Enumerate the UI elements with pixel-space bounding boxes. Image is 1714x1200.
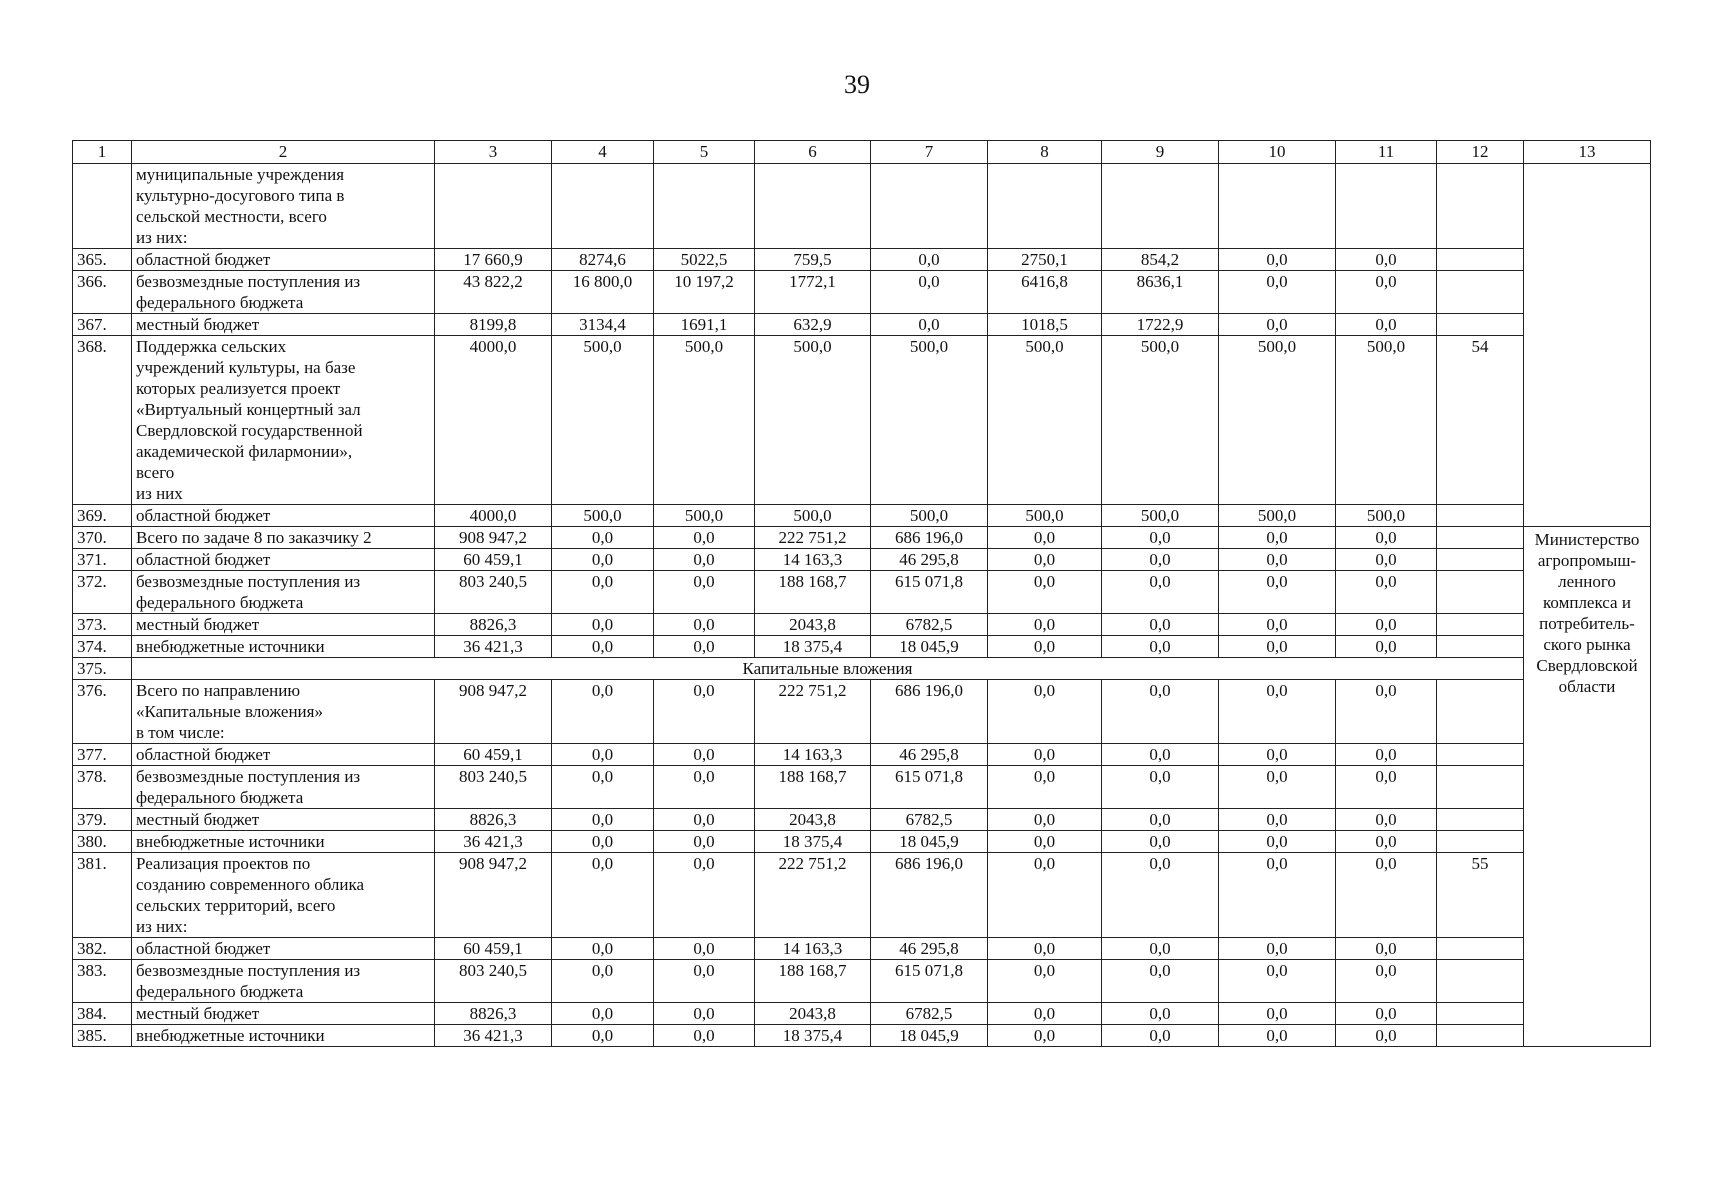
value-cell: 0,0 [552, 636, 654, 658]
value-cell: 500,0 [654, 336, 755, 505]
row-name-cell: областной бюджет [132, 938, 435, 960]
value-cell: 0,0 [1336, 549, 1437, 571]
value-cell: 0,0 [1102, 938, 1219, 960]
value-cell: 0,0 [654, 1003, 755, 1025]
value-cell: 8636,1 [1102, 271, 1219, 314]
value-cell: 0,0 [1102, 527, 1219, 549]
value-cell: 2750,1 [988, 249, 1102, 271]
value-cell: 0,0 [1219, 960, 1336, 1003]
value-cell: 908 947,2 [435, 680, 552, 744]
value-cell: 0,0 [654, 809, 755, 831]
indicator-number-cell [1437, 527, 1524, 549]
row-name-cell: местный бюджет [132, 614, 435, 636]
table-row [73, 527, 1651, 549]
value-cell: 0,0 [1102, 1003, 1219, 1025]
value-cell: 0,0 [1102, 960, 1219, 1003]
value-cell: 500,0 [1102, 505, 1219, 527]
value-cell: 6416,8 [988, 271, 1102, 314]
value-cell: 8826,3 [435, 614, 552, 636]
row-number-cell: 377. [73, 744, 132, 766]
value-cell: 6782,5 [871, 809, 988, 831]
value-cell: 0,0 [552, 1003, 654, 1025]
row-name-cell: Реализация проектов по созданию современного облика сельских территорий, всего из них: [132, 853, 435, 938]
responsible-cell-empty [1524, 164, 1651, 527]
table-row [73, 1025, 1651, 1047]
value-cell: 60 459,1 [435, 938, 552, 960]
value-cell: 908 947,2 [435, 853, 552, 938]
value-cell: 0,0 [654, 549, 755, 571]
row-number-cell: 365. [73, 249, 132, 271]
value-cell [552, 164, 654, 249]
value-cell: 0,0 [871, 249, 988, 271]
value-cell: 0,0 [1336, 527, 1437, 549]
row-number-cell: 380. [73, 831, 132, 853]
value-cell [1219, 164, 1336, 249]
value-cell: 0,0 [1219, 249, 1336, 271]
value-cell: 8826,3 [435, 809, 552, 831]
table-row [73, 271, 1651, 314]
table-row [73, 853, 1651, 938]
value-cell: 500,0 [988, 505, 1102, 527]
value-cell: 0,0 [1336, 853, 1437, 938]
value-cell: 18 375,4 [755, 636, 871, 658]
indicator-number-cell [1437, 960, 1524, 1003]
value-cell: 0,0 [988, 680, 1102, 744]
value-cell: 0,0 [1336, 744, 1437, 766]
value-cell: 0,0 [1219, 831, 1336, 853]
value-cell: 0,0 [1219, 766, 1336, 809]
value-cell: 18 375,4 [755, 831, 871, 853]
value-cell: 1691,1 [654, 314, 755, 336]
value-cell: 0,0 [1102, 636, 1219, 658]
row-name-cell: местный бюджет [132, 809, 435, 831]
value-cell: 0,0 [1336, 680, 1437, 744]
value-cell: 0,0 [654, 571, 755, 614]
value-cell: 803 240,5 [435, 766, 552, 809]
value-cell [1102, 164, 1219, 249]
row-name-cell: Всего по направлению «Капитальные вложения» в том числе: [132, 680, 435, 744]
row-name-cell: областной бюджет [132, 744, 435, 766]
value-cell: 3134,4 [552, 314, 654, 336]
value-cell: 18 045,9 [871, 1025, 988, 1047]
table-row [73, 831, 1651, 853]
value-cell: 17 660,9 [435, 249, 552, 271]
row-number-cell: 369. [73, 505, 132, 527]
value-cell: 0,0 [1219, 314, 1336, 336]
value-cell: 0,0 [1336, 614, 1437, 636]
value-cell: 0,0 [988, 527, 1102, 549]
value-cell: 6782,5 [871, 614, 988, 636]
indicator-number-cell: 54 [1437, 336, 1524, 505]
value-cell: 0,0 [1336, 938, 1437, 960]
table-row [73, 549, 1651, 571]
value-cell [755, 164, 871, 249]
row-number-cell: 385. [73, 1025, 132, 1047]
indicator-number-cell [1437, 271, 1524, 314]
value-cell: 0,0 [654, 766, 755, 809]
value-cell: 0,0 [654, 614, 755, 636]
value-cell: 0,0 [1219, 271, 1336, 314]
value-cell: 0,0 [552, 766, 654, 809]
indicator-number-cell [1437, 614, 1524, 636]
value-cell: 0,0 [1102, 549, 1219, 571]
value-cell: 0,0 [654, 527, 755, 549]
row-number-cell: 366. [73, 271, 132, 314]
value-cell: 686 196,0 [871, 680, 988, 744]
value-cell: 0,0 [552, 571, 654, 614]
value-cell: 500,0 [1102, 336, 1219, 505]
value-cell: 1772,1 [755, 271, 871, 314]
value-cell: 0,0 [1219, 614, 1336, 636]
value-cell: 0,0 [1102, 809, 1219, 831]
indicator-number-cell [1437, 636, 1524, 658]
row-number-cell: 376. [73, 680, 132, 744]
value-cell: 4000,0 [435, 336, 552, 505]
table-body [73, 164, 1651, 1047]
value-cell: 0,0 [1336, 831, 1437, 853]
row-number-cell: 382. [73, 938, 132, 960]
value-cell: 0,0 [1336, 636, 1437, 658]
indicator-number-cell [1437, 249, 1524, 271]
value-cell: 8274,6 [552, 249, 654, 271]
indicator-number-cell [1437, 505, 1524, 527]
header-cell-7: 7 [871, 141, 988, 164]
value-cell: 0,0 [871, 314, 988, 336]
header-cell-6: 6 [755, 141, 871, 164]
table-row [73, 1003, 1651, 1025]
value-cell: 0,0 [1336, 1025, 1437, 1047]
value-cell: 0,0 [1219, 680, 1336, 744]
value-cell: 0,0 [988, 853, 1102, 938]
row-number-cell: 379. [73, 809, 132, 831]
row-number-cell: 370. [73, 527, 132, 549]
section-row [73, 658, 1651, 680]
value-cell: 500,0 [1219, 336, 1336, 505]
value-cell: 2043,8 [755, 614, 871, 636]
indicator-number-cell [1437, 1003, 1524, 1025]
value-cell: 0,0 [1336, 249, 1437, 271]
value-cell: 500,0 [1219, 505, 1336, 527]
value-cell: 0,0 [654, 938, 755, 960]
table-row [73, 571, 1651, 614]
value-cell: 0,0 [988, 938, 1102, 960]
value-cell: 18 045,9 [871, 831, 988, 853]
value-cell: 0,0 [988, 744, 1102, 766]
value-cell: 0,0 [1336, 314, 1437, 336]
row-name-cell: областной бюджет [132, 549, 435, 571]
value-cell: 188 168,7 [755, 960, 871, 1003]
row-number-cell: 373. [73, 614, 132, 636]
value-cell: 10 197,2 [654, 271, 755, 314]
header-cell-5: 5 [654, 141, 755, 164]
row-name-cell: муниципальные учреждения культурно-досугового типа в сельской местности, всего из них: [132, 164, 435, 249]
value-cell: 759,5 [755, 249, 871, 271]
value-cell: 0,0 [552, 614, 654, 636]
value-cell: 615 071,8 [871, 571, 988, 614]
row-number-cell: 374. [73, 636, 132, 658]
value-cell: 0,0 [1219, 1003, 1336, 1025]
value-cell: 0,0 [1219, 938, 1336, 960]
value-cell: 0,0 [552, 549, 654, 571]
value-cell: 18 045,9 [871, 636, 988, 658]
table-row [73, 766, 1651, 809]
value-cell: 803 240,5 [435, 960, 552, 1003]
value-cell: 0,0 [552, 527, 654, 549]
table-row [73, 336, 1651, 505]
value-cell: 36 421,3 [435, 636, 552, 658]
value-cell: 0,0 [654, 831, 755, 853]
indicator-number-cell [1437, 809, 1524, 831]
header-row [73, 141, 1651, 164]
header-cell-3: 3 [435, 141, 552, 164]
value-cell: 0,0 [871, 271, 988, 314]
header-cell-12: 12 [1437, 141, 1524, 164]
value-cell: 46 295,8 [871, 549, 988, 571]
indicator-number-cell [1437, 766, 1524, 809]
indicator-number-cell: 55 [1437, 853, 1524, 938]
value-cell: 0,0 [1102, 571, 1219, 614]
table-row [73, 636, 1651, 658]
page-number: 39 [844, 70, 870, 99]
value-cell: 0,0 [654, 744, 755, 766]
value-cell: 0,0 [988, 809, 1102, 831]
value-cell: 222 751,2 [755, 527, 871, 549]
indicator-number-cell [1437, 571, 1524, 614]
value-cell: 0,0 [988, 766, 1102, 809]
header-cell-8: 8 [988, 141, 1102, 164]
value-cell: 0,0 [1336, 809, 1437, 831]
value-cell: 0,0 [654, 1025, 755, 1047]
value-cell: 1722,9 [1102, 314, 1219, 336]
table-row [73, 614, 1651, 636]
value-cell: 14 163,3 [755, 744, 871, 766]
row-name-cell: внебюджетные источники [132, 636, 435, 658]
row-name-cell: областной бюджет [132, 505, 435, 527]
value-cell: 500,0 [988, 336, 1102, 505]
value-cell: 0,0 [1336, 960, 1437, 1003]
table-row [73, 249, 1651, 271]
value-cell: 0,0 [988, 1025, 1102, 1047]
value-cell: 0,0 [1219, 1025, 1336, 1047]
header-cell-11: 11 [1336, 141, 1437, 164]
table-row [73, 505, 1651, 527]
value-cell: 36 421,3 [435, 831, 552, 853]
value-cell: 18 375,4 [755, 1025, 871, 1047]
table-row [73, 680, 1651, 744]
row-name-cell: внебюджетные источники [132, 831, 435, 853]
value-cell: 0,0 [552, 960, 654, 1003]
value-cell: 8199,8 [435, 314, 552, 336]
value-cell: 46 295,8 [871, 744, 988, 766]
value-cell: 0,0 [552, 744, 654, 766]
table-row [73, 744, 1651, 766]
table-row [73, 938, 1651, 960]
value-cell: 803 240,5 [435, 571, 552, 614]
table-row [73, 809, 1651, 831]
value-cell: 615 071,8 [871, 766, 988, 809]
value-cell: 60 459,1 [435, 549, 552, 571]
section-title-cell: Капитальные вложения [132, 658, 1524, 680]
value-cell: 500,0 [871, 336, 988, 505]
value-cell [1437, 164, 1524, 249]
value-cell [654, 164, 755, 249]
row-name-cell: областной бюджет [132, 249, 435, 271]
value-cell: 2043,8 [755, 809, 871, 831]
value-cell: 0,0 [1102, 744, 1219, 766]
value-cell: 0,0 [1102, 614, 1219, 636]
value-cell: 0,0 [1219, 527, 1336, 549]
value-cell: 188 168,7 [755, 766, 871, 809]
value-cell: 5022,5 [654, 249, 755, 271]
value-cell: 43 822,2 [435, 271, 552, 314]
indicator-number-cell [1437, 680, 1524, 744]
header-cell-4: 4 [552, 141, 654, 164]
value-cell: 36 421,3 [435, 1025, 552, 1047]
value-cell: 0,0 [1219, 809, 1336, 831]
value-cell: 0,0 [1102, 766, 1219, 809]
value-cell [1336, 164, 1437, 249]
value-cell: 0,0 [1102, 831, 1219, 853]
value-cell: 500,0 [755, 336, 871, 505]
value-cell: 8826,3 [435, 1003, 552, 1025]
value-cell: 500,0 [755, 505, 871, 527]
value-cell: 60 459,1 [435, 744, 552, 766]
row-name-cell: безвозмездные поступления из федерального бюджета [132, 960, 435, 1003]
value-cell [988, 164, 1102, 249]
row-name-cell: местный бюджет [132, 314, 435, 336]
row-number-cell: 371. [73, 549, 132, 571]
header-cell-10: 10 [1219, 141, 1336, 164]
value-cell: 500,0 [654, 505, 755, 527]
value-cell: 0,0 [988, 636, 1102, 658]
value-cell: 0,0 [1102, 1025, 1219, 1047]
indicator-number-cell [1437, 314, 1524, 336]
value-cell: 0,0 [1336, 1003, 1437, 1025]
value-cell: 0,0 [988, 1003, 1102, 1025]
row-number-cell: 384. [73, 1003, 132, 1025]
value-cell: 2043,8 [755, 1003, 871, 1025]
row-number-cell: 372. [73, 571, 132, 614]
value-cell: 500,0 [552, 336, 654, 505]
value-cell: 0,0 [1219, 549, 1336, 571]
table-row [73, 960, 1651, 1003]
row-name-cell: внебюджетные источники [132, 1025, 435, 1047]
value-cell: 14 163,3 [755, 549, 871, 571]
value-cell: 0,0 [988, 614, 1102, 636]
row-number-cell: 383. [73, 960, 132, 1003]
row-number-cell: 378. [73, 766, 132, 809]
value-cell: 14 163,3 [755, 938, 871, 960]
value-cell: 500,0 [1336, 336, 1437, 505]
value-cell: 854,2 [1102, 249, 1219, 271]
responsible-executor-text: Министерство агропромыш- ленного комплекса и потребитель- ского рынка Свердловской области [1534, 530, 1640, 696]
value-cell: 686 196,0 [871, 527, 988, 549]
value-cell: 188 168,7 [755, 571, 871, 614]
table-row-intro [73, 164, 1651, 249]
value-cell: 0,0 [1336, 271, 1437, 314]
value-cell: 0,0 [552, 831, 654, 853]
value-cell: 0,0 [1102, 680, 1219, 744]
value-cell: 222 751,2 [755, 853, 871, 938]
value-cell: 0,0 [654, 853, 755, 938]
indicator-number-cell [1437, 744, 1524, 766]
value-cell: 0,0 [1219, 853, 1336, 938]
row-number-cell: 375. [73, 658, 132, 680]
value-cell: 0,0 [654, 960, 755, 1003]
table-header [73, 141, 1651, 164]
header-cell-9: 9 [1102, 141, 1219, 164]
value-cell: 0,0 [1219, 744, 1336, 766]
indicator-number-cell [1437, 831, 1524, 853]
row-number-cell [73, 164, 132, 249]
value-cell [435, 164, 552, 249]
value-cell: 0,0 [552, 809, 654, 831]
value-cell: 0,0 [552, 853, 654, 938]
value-cell: 500,0 [1336, 505, 1437, 527]
value-cell: 1018,5 [988, 314, 1102, 336]
value-cell: 4000,0 [435, 505, 552, 527]
value-cell [871, 164, 988, 249]
row-name-cell: Всего по задаче 8 по заказчику 2 [132, 527, 435, 549]
value-cell: 0,0 [552, 938, 654, 960]
value-cell: 0,0 [988, 549, 1102, 571]
value-cell: 222 751,2 [755, 680, 871, 744]
value-cell: 0,0 [988, 960, 1102, 1003]
row-number-cell: 367. [73, 314, 132, 336]
value-cell: 908 947,2 [435, 527, 552, 549]
value-cell: 500,0 [871, 505, 988, 527]
value-cell: 46 295,8 [871, 938, 988, 960]
header-cell-2: 2 [132, 141, 435, 164]
row-number-cell: 381. [73, 853, 132, 938]
value-cell: 632,9 [755, 314, 871, 336]
header-cell-1: 1 [73, 141, 132, 164]
row-name-cell: Поддержка сельских учреждений культуры, на базе которых реализуется проект «Виртуальный концертный зал Свердловской государственной академической филармонии», всего из них [132, 336, 435, 505]
value-cell: 0,0 [988, 571, 1102, 614]
row-number-cell: 368. [73, 336, 132, 505]
value-cell: 16 800,0 [552, 271, 654, 314]
indicator-number-cell [1437, 1025, 1524, 1047]
value-cell: 0,0 [1336, 571, 1437, 614]
table-row [73, 314, 1651, 336]
value-cell: 500,0 [552, 505, 654, 527]
header-cell-13: 13 [1524, 141, 1651, 164]
value-cell: 0,0 [552, 1025, 654, 1047]
budget-table [72, 140, 1651, 1047]
indicator-number-cell [1437, 549, 1524, 571]
indicator-number-cell [1437, 938, 1524, 960]
value-cell: 0,0 [1219, 636, 1336, 658]
value-cell: 0,0 [654, 636, 755, 658]
value-cell: 6782,5 [871, 1003, 988, 1025]
value-cell: 686 196,0 [871, 853, 988, 938]
row-name-cell: безвозмездные поступления из федерального бюджета [132, 766, 435, 809]
value-cell: 0,0 [1336, 766, 1437, 809]
row-name-cell: безвозмездные поступления из федерального бюджета [132, 571, 435, 614]
value-cell: 615 071,8 [871, 960, 988, 1003]
row-name-cell: безвозмездные поступления из федерального бюджета [132, 271, 435, 314]
value-cell: 0,0 [1102, 853, 1219, 938]
row-name-cell: местный бюджет [132, 1003, 435, 1025]
value-cell: 0,0 [988, 831, 1102, 853]
responsible-executor-cell [1524, 527, 1651, 1047]
value-cell: 0,0 [1219, 571, 1336, 614]
value-cell: 0,0 [552, 680, 654, 744]
value-cell: 0,0 [654, 680, 755, 744]
